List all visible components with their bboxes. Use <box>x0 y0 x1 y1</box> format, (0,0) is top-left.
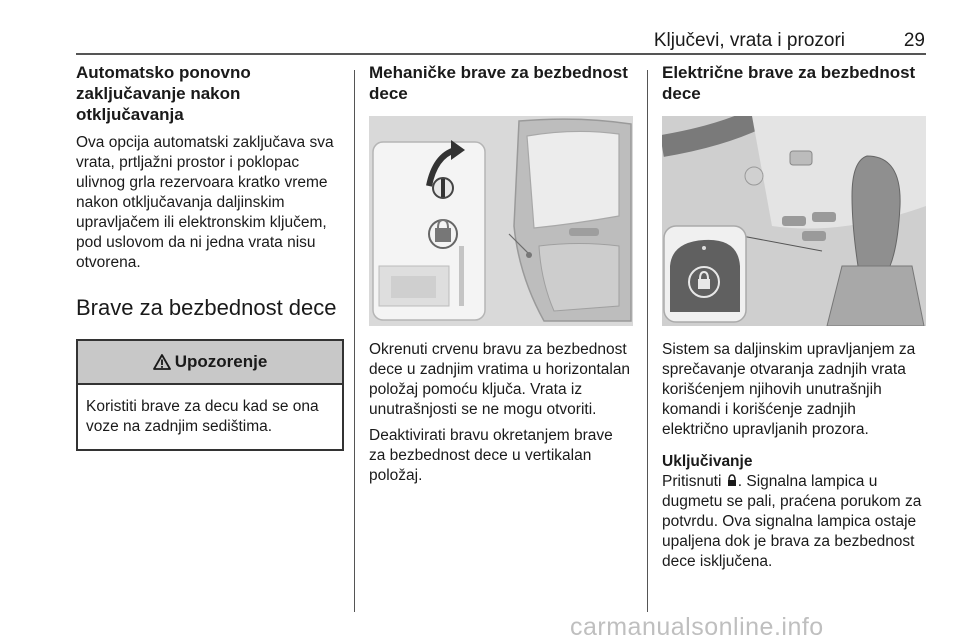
warning-title: Upozorenje <box>174 352 268 371</box>
activation-text <box>662 472 926 572</box>
warning-header <box>78 341 342 383</box>
warning-text: Koristiti brave za decu kad se ona voze na zadnjim sedištima. <box>86 398 319 435</box>
column-3 <box>662 62 926 572</box>
child-lock-icon <box>726 474 738 487</box>
header-title: Ključevi, vrata i prozori <box>653 30 845 51</box>
footer-watermark: carmanualsonline.info <box>570 613 824 641</box>
page-number: 29 <box>903 30 925 51</box>
console-button-illustration <box>662 116 926 326</box>
auto-relock-body: Ova opcija automatski zaključava sva vrata, prtljažni prostor i poklopac ulivnog grla rezervoara kratko vreme nakon otključavanja daljinskim upravljačem ili elektronskim ključem, pod uslovom da ni jedna vrata nisu otvorena. <box>76 134 334 271</box>
electric-locks-heading: Električne brave za bezbednost dece <box>662 63 916 103</box>
mechanical-locks-para1: Okrenuti crvenu bravu za bezbednost dece u zadnjim vratima u horizontalan položaj pomoću ključa. Vrata iz unutrašnjosti se ne mogu otvoriti. <box>369 341 631 418</box>
mechanical-lock-figure <box>369 116 633 326</box>
warning-body <box>78 383 342 449</box>
warning-triangle-icon <box>153 354 171 370</box>
electric-lock-figure <box>662 116 926 326</box>
column-divider-right <box>647 70 648 612</box>
header-rule <box>76 53 926 55</box>
mechanical-locks-para2: Deaktivirati bravu okretanjem brave za bezbednost dece u vertikalan položaj. <box>369 427 613 484</box>
warning-box <box>76 339 344 451</box>
column-divider-left <box>354 70 355 612</box>
auto-relock-heading: Automatsko ponovno zaključavanje nakon otključavanja <box>76 63 251 124</box>
electric-locks-para1: Sistem sa daljinskim upravljanjem za sprečavanje otvaranja zadnjih vrata korišćenjem njihovih unutrašnjih komandi i korišćenje zadnjih električno upravljanih prozora. <box>662 341 916 438</box>
column-2 <box>369 62 633 486</box>
child-locks-section-title: Brave za bezbednost dece <box>76 295 337 320</box>
door-lock-illustration <box>369 116 633 326</box>
activation-text-start: Pritisnuti <box>662 473 722 490</box>
activation-subheading: Uključivanje <box>662 453 753 470</box>
activation-text-end: . Signalna lampica u dugmetu se pali, praćena porukom za potvrdu. Ova signalna lampica ostaje upaljena dok je brava za bezbednost dece isključena. <box>662 473 922 570</box>
mechanical-locks-heading: Mehaničke brave za bezbednost dece <box>369 63 628 103</box>
column-1 <box>76 62 344 451</box>
